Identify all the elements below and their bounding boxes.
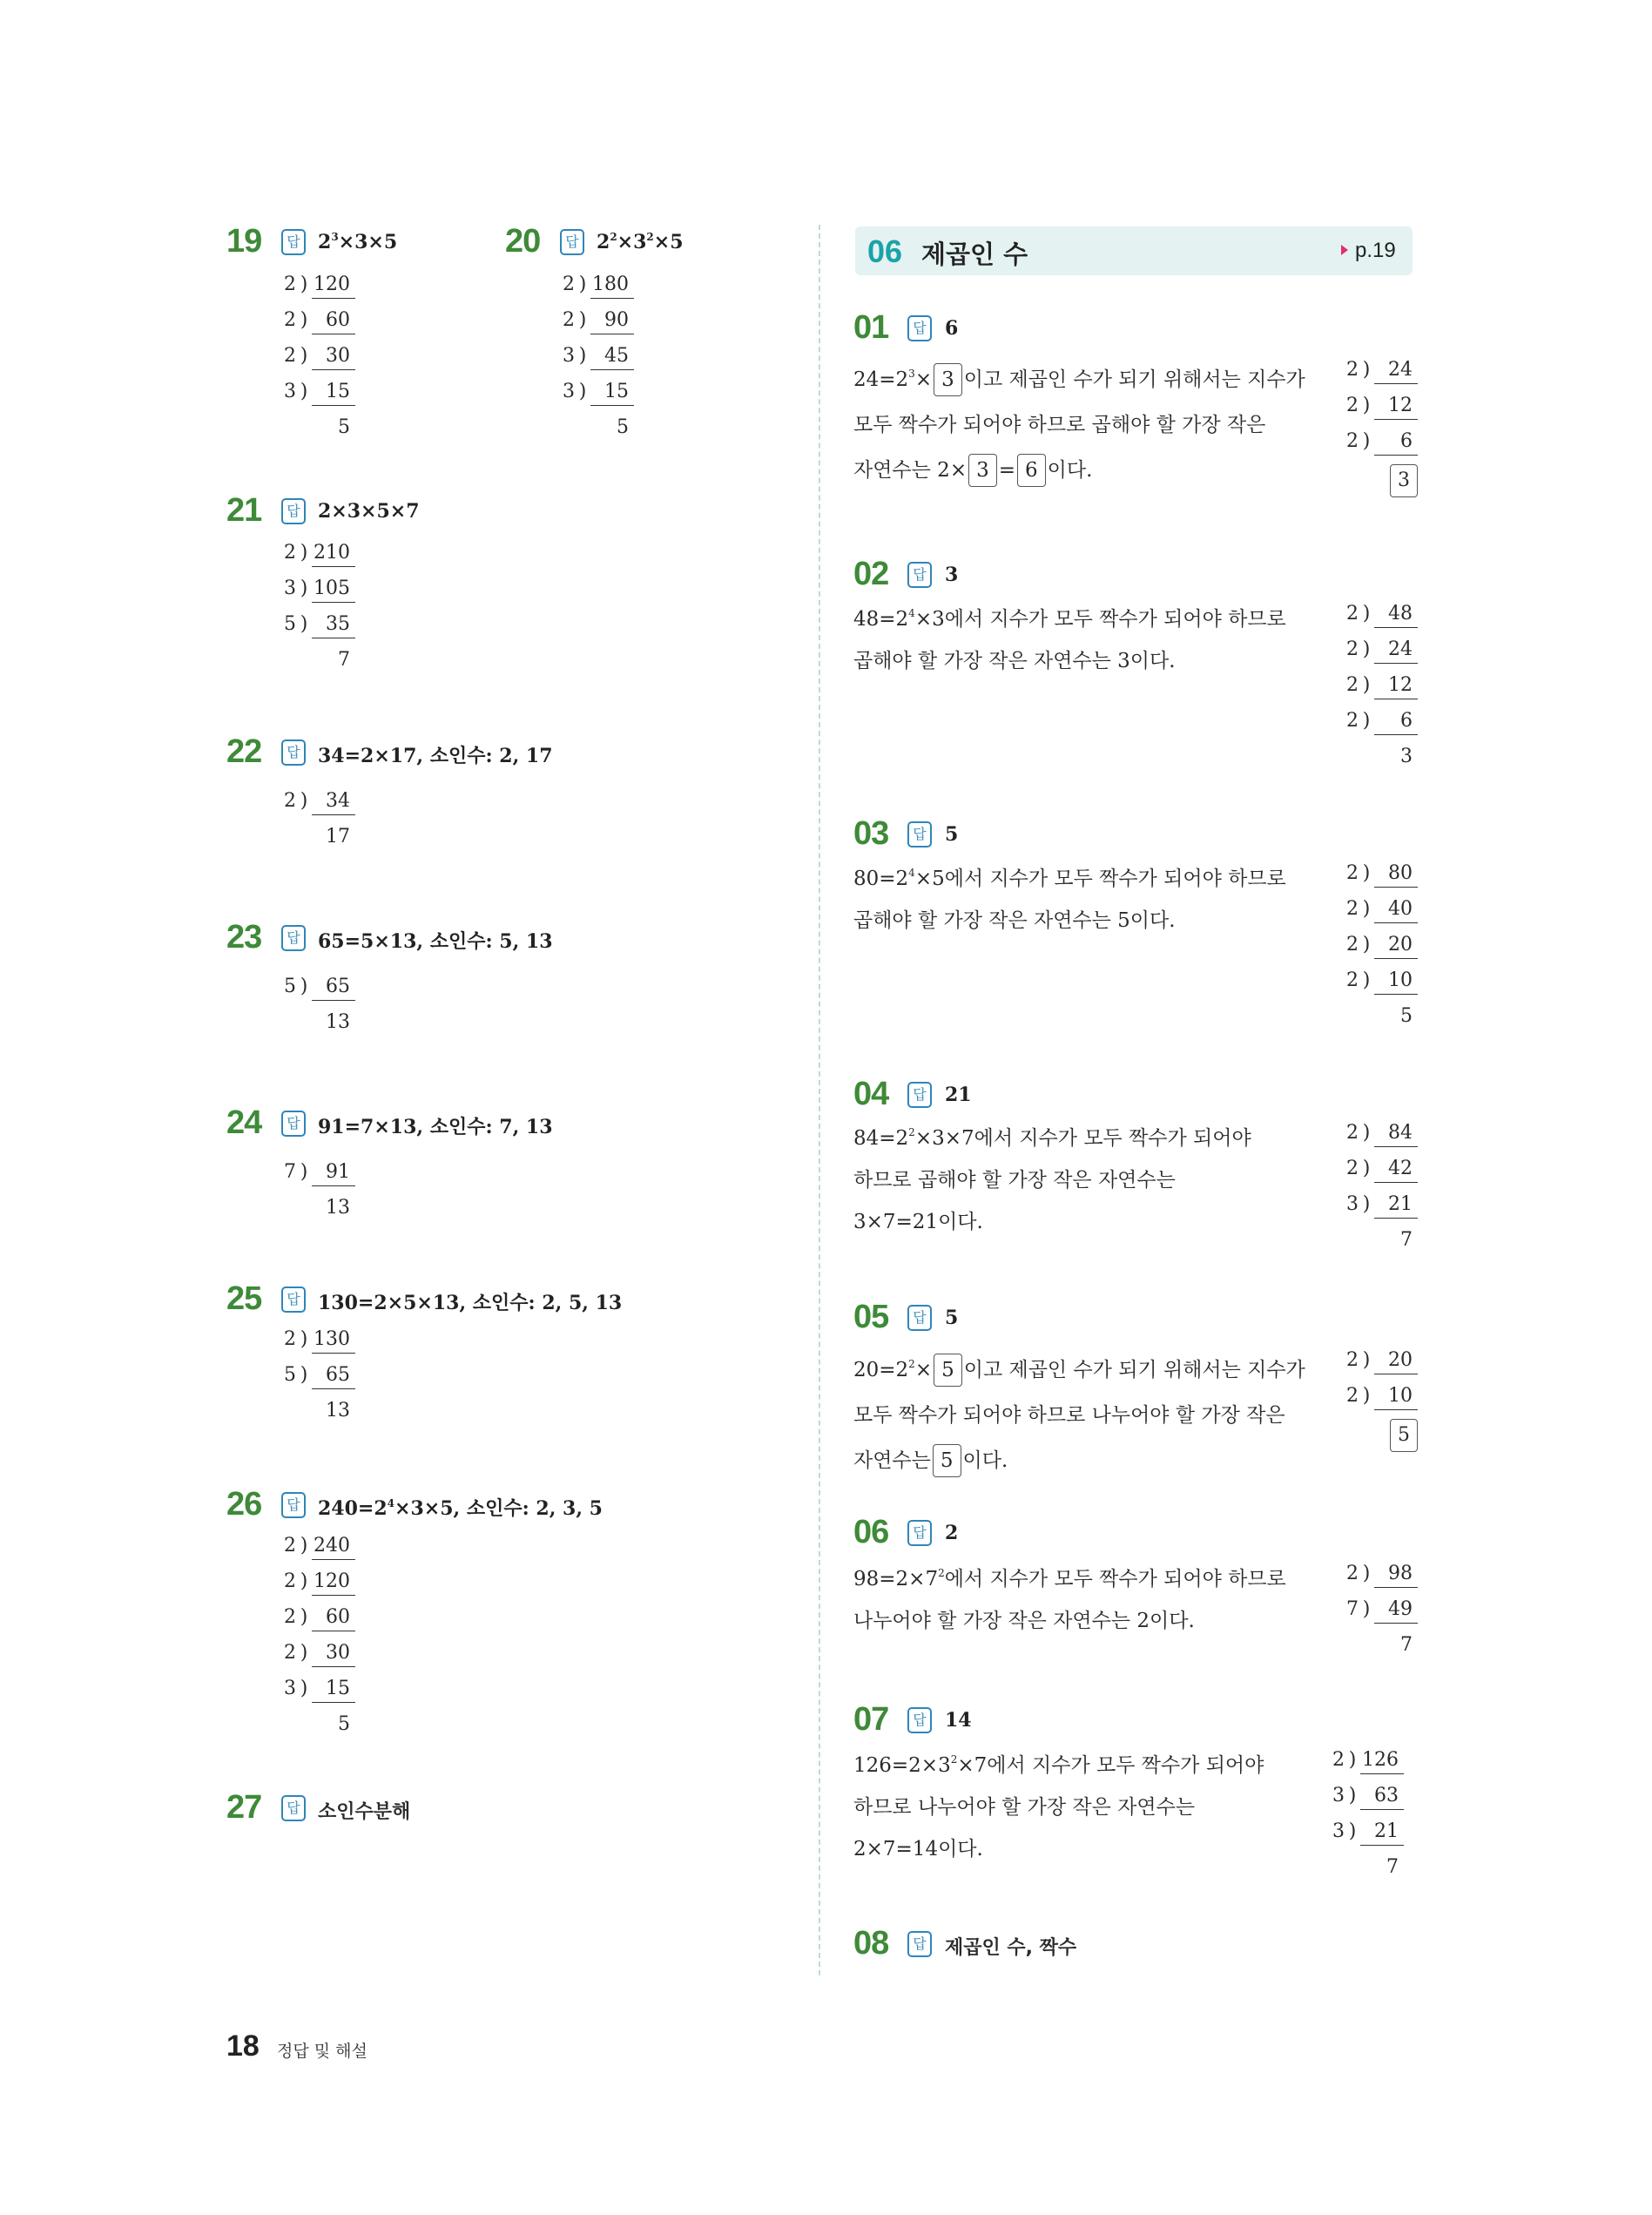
answer-06: 2 [945, 1522, 959, 1544]
problem-number-21: 21 [226, 492, 262, 529]
division-ladder-22 [280, 788, 355, 860]
division-bracket: ) [300, 613, 308, 635]
dividend: 20 [1374, 1347, 1418, 1374]
division-bracket: ) [1348, 1785, 1357, 1806]
divisor: 2 [1346, 934, 1359, 956]
division-quotient: 7 [1376, 1229, 1413, 1251]
page-number: 18 [226, 2029, 260, 2063]
answer-badge: 답 [281, 229, 306, 255]
division-bracket: ) [1362, 430, 1371, 452]
division-bracket: ) [1362, 638, 1371, 660]
division-step [280, 1569, 355, 1604]
division-quotient: 7 [314, 649, 350, 671]
division-step [1343, 1597, 1418, 1632]
divisor: 2 [284, 1642, 296, 1664]
problem-number-24: 24 [226, 1104, 262, 1141]
division-step [280, 1159, 355, 1195]
division-step [1343, 637, 1418, 672]
division-step [1343, 357, 1419, 393]
answer-badge: 답 [281, 739, 306, 766]
answer-badge: 답 [907, 315, 932, 341]
division-bracket: ) [578, 273, 587, 295]
explanation-05: $20=2^2\times 5$ 이고 제곱인 수가 되기 위해서는 지수가 모두 짝수가 되어야 하므로 나누어야 할 가장 작은 자연수는 5 이다. [853, 1341, 1341, 1483]
answer-20: $2^2\times 3^2\times 5$ [597, 231, 684, 253]
problem-number-27: 27 [226, 1789, 262, 1826]
answer-05: 5 [945, 1307, 959, 1329]
dividend: 30 [312, 343, 355, 370]
division-step [1343, 601, 1418, 637]
problem-number-07: 07 [853, 1701, 889, 1738]
division-step [1343, 1156, 1418, 1192]
divisor: 5 [284, 613, 296, 635]
footer-label: 정답 및 해설 [277, 2042, 367, 2061]
division-bracket: ) [300, 309, 308, 331]
division-step [280, 272, 355, 307]
division-bracket: ) [300, 345, 308, 367]
division-quotient: 7 [1362, 1856, 1399, 1878]
division-ladder-19 [280, 272, 355, 450]
division-bracket: ) [1362, 1385, 1371, 1407]
divisor: 2 [1346, 603, 1359, 625]
division-bracket: ) [1362, 934, 1371, 956]
explanation-07: $126=2\times 3^2\times 7$에서 지수가 모두 짝수가 되어야 하므로 나누어야 할 가장 작은 자연수는 2×7=14이다. [853, 1753, 1264, 1860]
division-bracket: ) [300, 790, 308, 812]
divisor: 2 [284, 1570, 296, 1592]
section-number: 06 [867, 233, 903, 269]
division-quotient [1343, 1419, 1419, 1455]
division-ladder-26 [280, 1533, 355, 1747]
section-page-ref: p.19 [1355, 239, 1396, 262]
division-step [559, 343, 634, 379]
division-step [559, 379, 634, 415]
division-bracket: ) [578, 381, 587, 402]
answer-badge: 답 [907, 562, 932, 588]
divisor: 2 [284, 1606, 296, 1628]
division-bracket: ) [1362, 1349, 1371, 1371]
dividend: 40 [1374, 896, 1418, 923]
dividend: 12 [1374, 393, 1418, 420]
division-quotient: 13 [314, 1197, 350, 1219]
answer-badge: 답 [907, 1931, 932, 1957]
division-bracket: ) [300, 1364, 308, 1386]
division-bracket: ) [1362, 898, 1371, 920]
divisor: 3 [563, 345, 575, 367]
dividend: 65 [312, 974, 355, 1001]
dividend: 210 [312, 540, 355, 567]
division-quotient: 13 [314, 1400, 350, 1422]
division-ladder-07 [1329, 1747, 1404, 1890]
answer-21: 2×3×5×7 [318, 500, 420, 523]
division-bracket: ) [1362, 674, 1371, 696]
answer-badge: 답 [560, 229, 584, 255]
divisor: 7 [1346, 1598, 1359, 1620]
division-ladder-25 [280, 1327, 355, 1434]
division-quotient: 5 [314, 1713, 350, 1735]
divisor: 2 [284, 309, 296, 331]
dividend: 15 [312, 379, 355, 406]
division-step [1343, 932, 1418, 968]
problem-number-02: 02 [853, 556, 889, 592]
problem-number-25: 25 [226, 1280, 262, 1317]
divisor: 5 [284, 976, 296, 997]
answer-badge: 답 [907, 1082, 932, 1108]
divisor: 2 [1346, 395, 1359, 416]
explanation-02: $48=2^4\times 3$에서 지수가 모두 짝수가 되어야 하므로 곱해야 할 가장 작은 자연수는 3이다. [853, 607, 1286, 672]
division-step [1343, 708, 1418, 744]
division-ladder-23 [280, 974, 355, 1045]
division-step [559, 272, 634, 307]
divisor: 3 [563, 381, 575, 402]
division-step [1343, 1347, 1419, 1383]
answer-01: 6 [945, 317, 959, 340]
division-bracket: ) [1348, 1820, 1357, 1842]
dividend: 98 [1374, 1561, 1418, 1588]
dividend: 34 [312, 788, 355, 815]
division-bracket: ) [300, 1161, 308, 1183]
answer-badge: 답 [281, 1795, 306, 1821]
division-step [280, 379, 355, 415]
division-step [280, 1327, 355, 1362]
boxed-quotient: 3 [1390, 464, 1418, 497]
page-ref-arrow-icon [1341, 245, 1348, 255]
problem-number-01: 01 [853, 309, 889, 346]
explanation-06: $98=2\times 7^2$에서 지수가 모두 짝수가 되어야 하므로 나누어야 할 가장 작은 자연수는 2이다. [853, 1567, 1286, 1632]
divisor: 2 [1346, 430, 1359, 452]
dividend: 12 [1374, 672, 1418, 699]
answer-07: 14 [945, 1709, 972, 1732]
division-bracket: ) [300, 1328, 308, 1350]
dividend: 126 [1360, 1747, 1404, 1774]
division-step [280, 343, 355, 379]
dividend: 120 [312, 1569, 355, 1596]
division-step [559, 307, 634, 343]
problem-number-03: 03 [853, 815, 889, 852]
answer-badge: 답 [281, 1492, 306, 1518]
division-bracket: ) [300, 1606, 308, 1628]
problem-number-05: 05 [853, 1299, 889, 1335]
problem-number-19: 19 [226, 223, 262, 260]
problem-number-06: 06 [853, 1514, 889, 1550]
division-step [1343, 1192, 1418, 1227]
division-step [280, 576, 355, 611]
divisor: 5 [284, 1364, 296, 1386]
dividend: 48 [1374, 601, 1418, 628]
divisor: 2 [1346, 638, 1359, 660]
division-bracket: ) [300, 1642, 308, 1664]
divisor: 2 [1346, 862, 1359, 884]
division-bracket: ) [1362, 1193, 1371, 1215]
division-quotient: 13 [314, 1011, 350, 1033]
division-ladder-21 [280, 540, 355, 683]
dividend: 49 [1374, 1597, 1418, 1624]
divisor: 2 [284, 1328, 296, 1350]
division-ladder-03 [1343, 861, 1418, 1039]
dividend: 240 [312, 1533, 355, 1560]
division-bracket: ) [1362, 359, 1371, 381]
dividend: 45 [590, 343, 634, 370]
division-step [280, 1676, 355, 1712]
boxed-quotient: 5 [1390, 1419, 1418, 1452]
divisor: 3 [284, 1678, 296, 1699]
section-title: 제곱인 수 [921, 240, 1028, 269]
division-bracket: ) [1362, 969, 1371, 991]
division-step [1329, 1783, 1404, 1819]
divisor: 2 [1346, 674, 1359, 696]
division-step [1343, 393, 1419, 429]
division-bracket: ) [300, 976, 308, 997]
problem-number-23: 23 [226, 919, 262, 956]
dividend: 120 [312, 272, 355, 299]
dividend: 84 [1374, 1120, 1418, 1147]
answer-badge: 답 [281, 1111, 306, 1137]
division-ladder-06 [1343, 1561, 1418, 1668]
divisor: 3 [284, 577, 296, 599]
division-step [1343, 429, 1419, 464]
problem-number-26: 26 [226, 1486, 262, 1523]
dividend: 6 [1374, 708, 1418, 735]
answer-badge: 답 [907, 1305, 932, 1331]
dividend: 30 [312, 1640, 355, 1667]
answer-08: 제곱인 수, 짝수 [945, 1937, 1077, 1959]
answer-badge: 답 [907, 1707, 932, 1733]
answer-badge: 답 [281, 1286, 306, 1313]
dividend: 80 [1374, 861, 1418, 888]
dividend: 20 [1374, 932, 1418, 959]
division-step [280, 1604, 355, 1640]
division-bracket: ) [300, 1570, 308, 1592]
divisor: 2 [284, 542, 296, 564]
division-ladder-01 [1343, 357, 1419, 500]
problem-number-22: 22 [226, 733, 262, 770]
divisor: 2 [1332, 1749, 1345, 1771]
divisor: 3 [284, 381, 296, 402]
division-step [1343, 968, 1418, 1003]
answer-25: 130=2×5×13, 소인수: 2, 5, 13 [318, 1292, 623, 1314]
answer-27: 소인수분해 [318, 1801, 411, 1823]
division-ladder-04 [1343, 1120, 1418, 1263]
division-bracket: ) [300, 273, 308, 295]
explanation-01: $24=2^3\times 3$ 이고 제곱인 수가 되기 위해서는 지수가 모두 짝수가 되어야 하므로 곱해야 할 가장 작은 자연수는 2× 3 = 6 이다. [853, 351, 1341, 493]
division-ladder-24 [280, 1159, 355, 1231]
divisor: 2 [284, 790, 296, 812]
divisor: 7 [284, 1161, 296, 1183]
problem-number-08: 08 [853, 1925, 889, 1962]
division-step [280, 1362, 355, 1398]
divisor: 2 [1346, 1349, 1359, 1371]
dividend: 15 [312, 1676, 355, 1703]
column-divider [819, 225, 820, 1975]
division-bracket: ) [1362, 395, 1371, 416]
division-bracket: ) [300, 577, 308, 599]
division-step [1343, 1561, 1418, 1597]
division-bracket: ) [1348, 1749, 1357, 1771]
answer-19: $2^3\times 3\times 5$ [318, 231, 398, 253]
problem-number-04: 04 [853, 1076, 889, 1112]
division-step [1343, 672, 1418, 708]
dividend: 10 [1374, 1383, 1418, 1410]
dividend: 60 [312, 307, 355, 334]
dividend: 63 [1360, 1783, 1404, 1810]
answer-23: 65=5×13, 소인수: 5, 13 [318, 930, 553, 953]
division-bracket: ) [1362, 1598, 1371, 1620]
dividend: 24 [1374, 357, 1418, 384]
division-quotient [1343, 464, 1419, 500]
division-step [280, 540, 355, 576]
divisor: 2 [1346, 710, 1359, 732]
divisor: 2 [1346, 1385, 1359, 1407]
division-bracket: ) [578, 309, 587, 331]
division-bracket: ) [1362, 1563, 1371, 1584]
division-step [1343, 1383, 1419, 1419]
dividend: 42 [1374, 1156, 1418, 1183]
answer-24: 91=7×13, 소인수: 7, 13 [318, 1116, 553, 1138]
division-step [1329, 1747, 1404, 1783]
division-quotient: 7 [1376, 1634, 1413, 1656]
division-bracket: ) [1362, 603, 1371, 625]
divisor: 2 [563, 273, 575, 295]
divisor: 2 [563, 309, 575, 331]
answer-02: 3 [945, 564, 959, 586]
dividend: 35 [312, 611, 355, 638]
dividend: 21 [1374, 1192, 1418, 1219]
answer-badge: 답 [907, 1520, 932, 1546]
division-step [280, 1640, 355, 1676]
division-bracket: ) [300, 542, 308, 564]
divisor: 2 [1346, 1563, 1359, 1584]
answer-badge: 답 [281, 498, 306, 524]
division-step [1329, 1819, 1404, 1854]
dividend: 15 [590, 379, 634, 406]
divisor: 2 [284, 345, 296, 367]
division-quotient: 5 [1376, 1005, 1413, 1027]
divisor: 2 [1346, 1122, 1359, 1144]
division-bracket: ) [1362, 1122, 1371, 1144]
division-bracket: ) [1362, 1158, 1371, 1179]
division-ladder-05 [1343, 1347, 1419, 1455]
dividend: 65 [312, 1362, 355, 1389]
division-step [280, 611, 355, 647]
divisor: 3 [1332, 1820, 1345, 1842]
division-bracket: ) [578, 345, 587, 367]
divisor: 2 [1346, 969, 1359, 991]
divisor: 3 [1332, 1785, 1345, 1806]
dividend: 91 [312, 1159, 355, 1186]
division-step [1343, 861, 1418, 896]
division-step [280, 307, 355, 343]
dividend: 180 [590, 272, 634, 299]
answer-04: 21 [945, 1084, 972, 1106]
explanation-04: $84=2^2\times 3\times 7$에서 지수가 모두 짝수가 되어야 하므로 곱해야 할 가장 작은 자연수는 3×7=21이다. [853, 1126, 1251, 1233]
division-bracket: ) [300, 381, 308, 402]
division-bracket: ) [300, 1535, 308, 1557]
division-step [280, 974, 355, 1010]
dividend: 60 [312, 1604, 355, 1631]
division-quotient: 17 [314, 826, 350, 848]
divisor: 2 [1346, 1158, 1359, 1179]
division-quotient: 5 [314, 416, 350, 438]
division-bracket: ) [1362, 862, 1371, 884]
explanation-03: $80=2^4\times 5$에서 지수가 모두 짝수가 되어야 하므로 곱해야 할 가장 작은 자연수는 5이다. [853, 867, 1286, 932]
division-step [280, 788, 355, 824]
answer-22: 34=2×17, 소인수: 2, 17 [318, 745, 553, 767]
answer-03: 5 [945, 823, 959, 846]
answer-badge: 답 [281, 925, 306, 951]
division-step [1343, 896, 1418, 932]
division-quotient: 5 [592, 416, 629, 438]
dividend: 24 [1374, 637, 1418, 664]
divisor: 2 [1346, 359, 1359, 381]
answer-badge: 답 [907, 821, 932, 848]
division-ladder-02 [1343, 601, 1418, 780]
division-bracket: ) [300, 1678, 308, 1699]
divisor: 3 [1346, 1193, 1359, 1215]
dividend: 10 [1374, 968, 1418, 995]
dividend: 130 [312, 1327, 355, 1354]
division-quotient: 3 [1376, 746, 1413, 767]
answer-26: $240=2^4\times 3\times 5$, 소인수: 2, 3, 5 [318, 1497, 603, 1520]
dividend: 90 [590, 307, 634, 334]
division-bracket: ) [1362, 710, 1371, 732]
dividend: 21 [1360, 1819, 1404, 1846]
division-ladder-20 [559, 272, 634, 450]
dividend: 105 [312, 576, 355, 603]
divisor: 2 [284, 1535, 296, 1557]
divisor: 2 [1346, 898, 1359, 920]
problem-number-20: 20 [505, 223, 541, 260]
division-step [280, 1533, 355, 1569]
dividend: 6 [1374, 429, 1418, 456]
divisor: 2 [284, 273, 296, 295]
division-step [1343, 1120, 1418, 1156]
